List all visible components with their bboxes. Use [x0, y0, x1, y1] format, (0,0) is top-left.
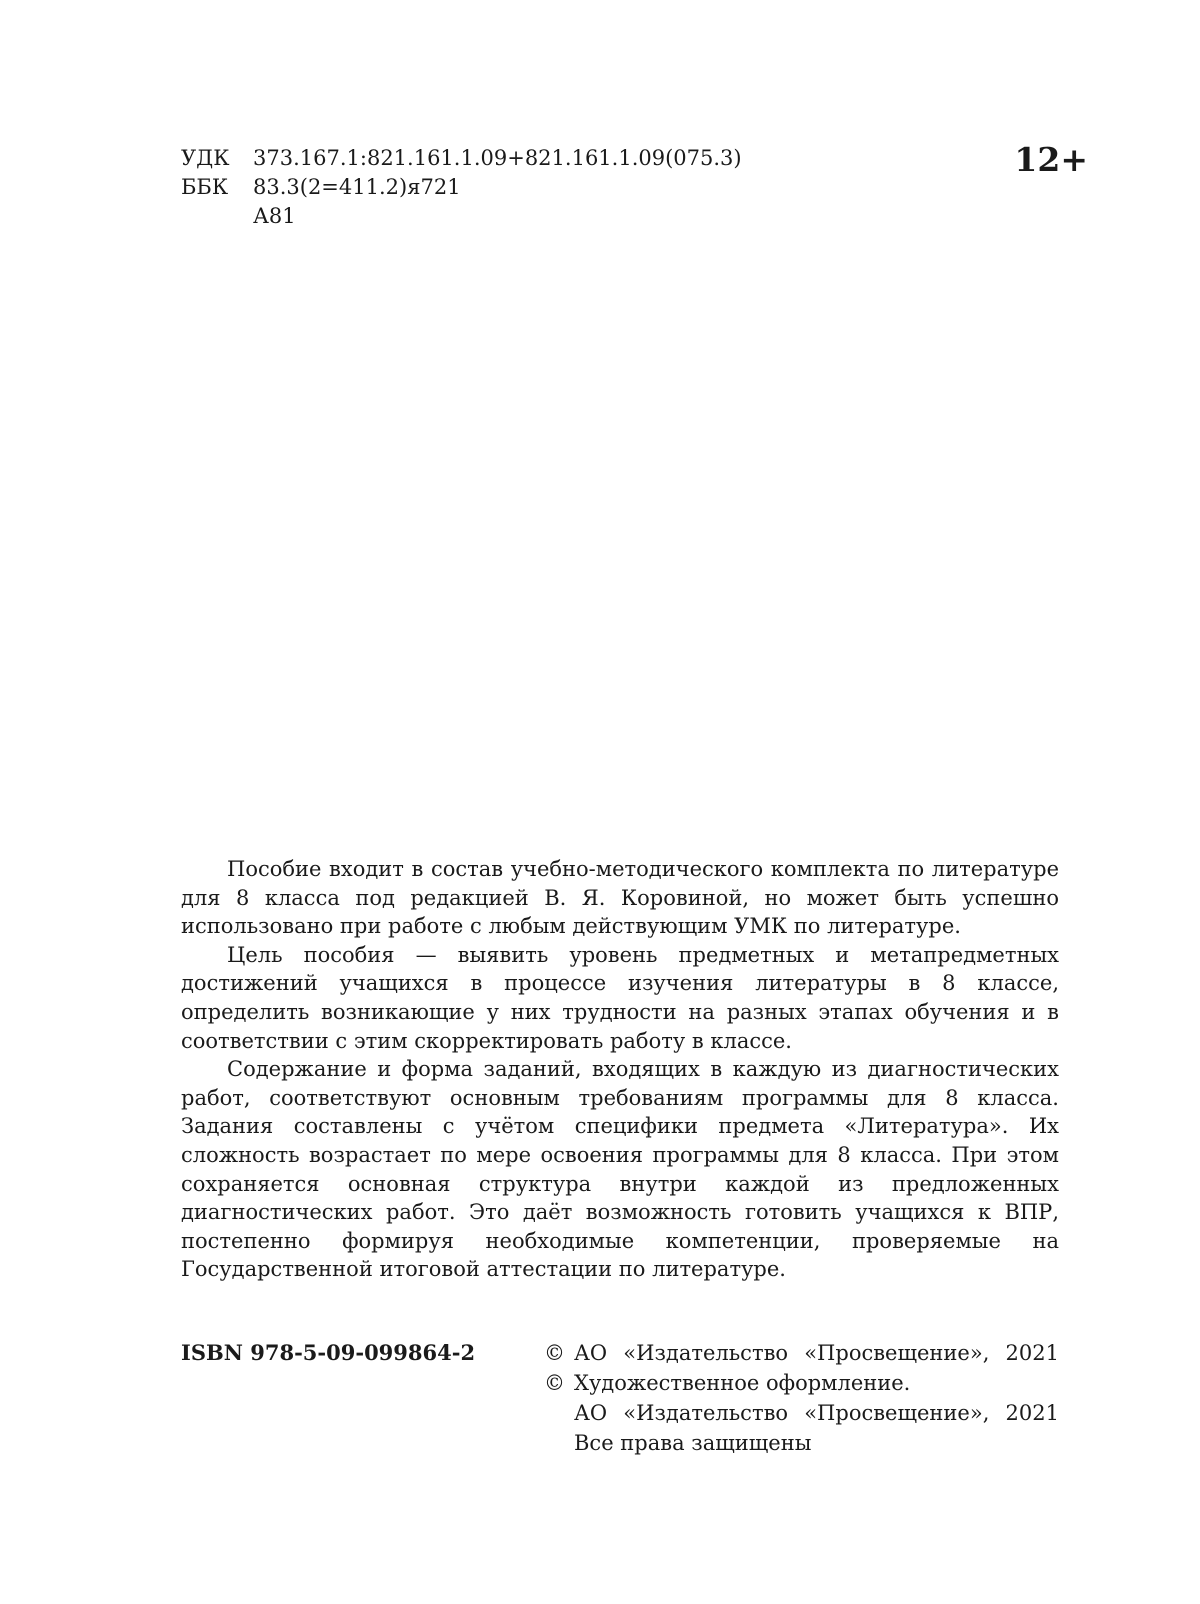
annotation-paragraph: Пособие входит в состав учебно-методического комплекта по литературе для 8 класса под редакцией В. Я. Коровиной, но может быть успешно использовано при работе с любым действующим УМК по литературе.: [181, 857, 1059, 939]
copyright-spacer: [544, 1428, 574, 1458]
copyright-line: [544, 1398, 1059, 1428]
classification-block: [181, 144, 742, 231]
copyright-line: [544, 1368, 1059, 1398]
bbk-label: ББК: [181, 175, 229, 199]
udk-value: 373.167.1:821.161.1.09+821.161.1.09(075.3): [253, 146, 742, 170]
udk-row: [181, 144, 742, 173]
isbn: ISBN 978-5-09-099864-2: [181, 1340, 476, 1365]
copyright-symbol: ©: [544, 1371, 565, 1395]
copyright-design-publisher: АО «Издательство «Просвещение», 2021: [574, 1401, 1059, 1425]
copyright-line: [544, 1338, 1059, 1368]
copyright-spacer: [544, 1398, 574, 1428]
copyright-symbol: ©: [544, 1341, 565, 1365]
annotation-text: [181, 855, 1059, 1284]
copyright-line: [544, 1428, 1059, 1458]
annotation-paragraph: Содержание и форма заданий, входящих в каждую из диагностических работ, соответствуют основным требованиям программы для 8 класса. Задания составлены с учётом специфики предмета «Литература». Их сложность возрастает по мере освоения программы для 8 класса. При этом сохраняется основная структура внутри каждой из предложенных диагностических работ. Это даёт возможность готовить учащихся к ВПР, постепенно формируя необходимые компетенции, проверяемые на Государственной итоговой аттестации по литературе.: [181, 1057, 1059, 1282]
copyright-publisher: АО «Издательство «Просвещение», 2021: [574, 1341, 1059, 1365]
annotation-paragraph: Цель пособия — выявить уровень предметных и метапредметных достижений учащихся в процессе изучения литературы в 8 классе, определить возникающие у них трудности на разных этапах обучения и в соответствии с этим скорректировать работу в классе.: [181, 942, 1059, 1053]
author-mark-row: [181, 202, 742, 231]
rights-reserved: Все права защищены: [574, 1431, 812, 1455]
copyright-block: [544, 1338, 1059, 1458]
author-mark-spacer: [181, 202, 253, 231]
udk-label: УДК: [181, 146, 230, 170]
author-mark: А81: [253, 204, 296, 228]
bbk-value: 83.3(2=411.2)я721: [253, 175, 461, 199]
bbk-row: [181, 173, 742, 202]
age-rating-badge: 12+: [1014, 140, 1088, 179]
copyright-design: Художественное оформление.: [574, 1371, 911, 1395]
